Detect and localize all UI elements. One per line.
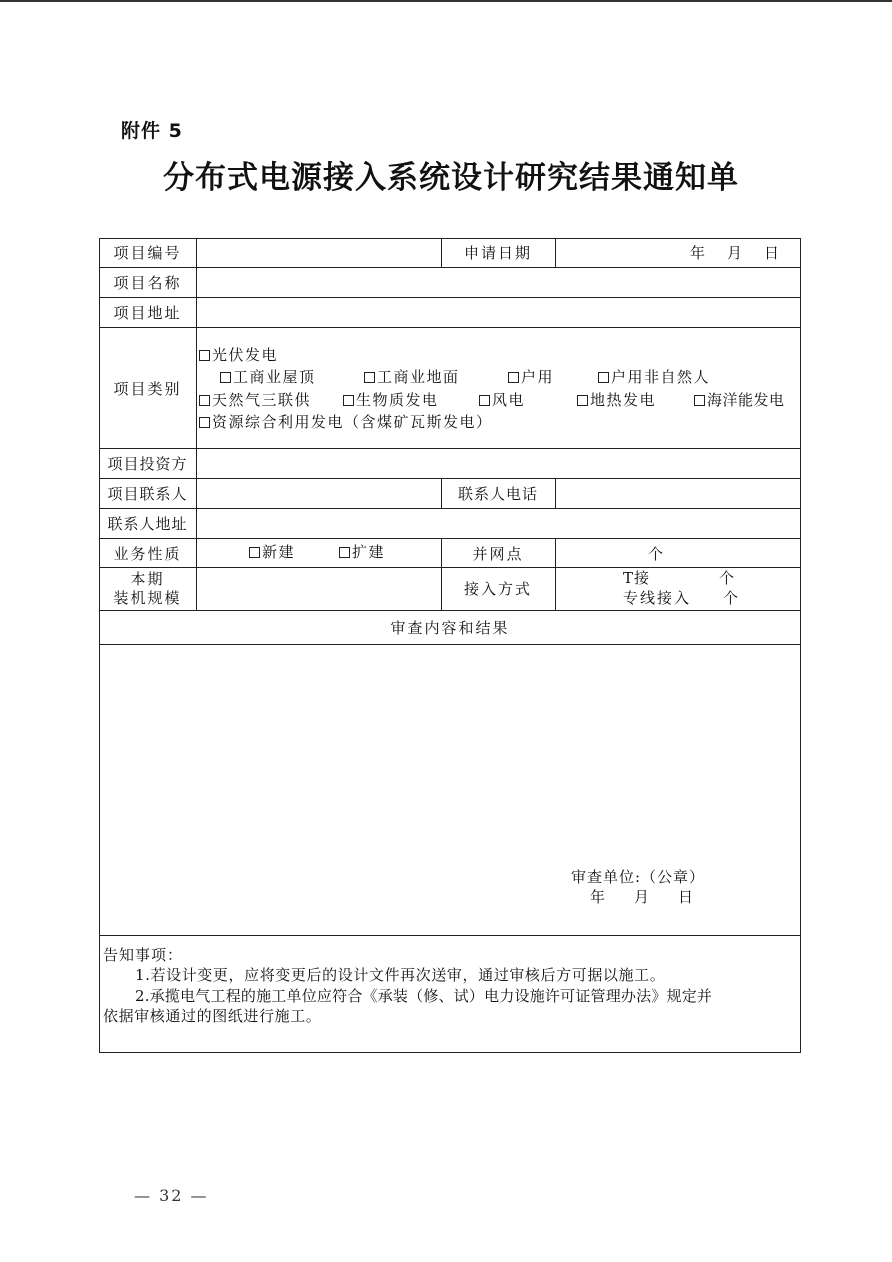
- capacity-field[interactable]: [197, 568, 441, 609]
- option-expansion[interactable]: 扩建: [339, 543, 385, 561]
- checkbox-icon: [479, 395, 490, 406]
- review-date-month: 月: [634, 888, 652, 906]
- checkbox-icon: [339, 547, 350, 558]
- checkbox-icon: [364, 372, 375, 383]
- checkbox-icon: [220, 372, 231, 383]
- checkbox-icon: [577, 395, 588, 406]
- option-commercial-ground[interactable]: 工商业地面: [364, 368, 460, 386]
- review-unit-seal: 审查单位:（公章）: [571, 868, 706, 886]
- project-name-label: 项目名称: [113, 274, 182, 292]
- page-title: 分布式电源接入系统设计研究结果通知单: [163, 160, 739, 196]
- option-resource-comprehensive[interactable]: 资源综合利用发电（含煤矿瓦斯发电）: [199, 413, 493, 431]
- apply-date-month: 月: [727, 244, 745, 262]
- contact-phone-label: 联系人电话: [457, 485, 538, 503]
- project-address-field[interactable]: [197, 298, 801, 326]
- row-divider: [99, 935, 801, 936]
- option-pv[interactable]: 光伏发电: [199, 346, 278, 364]
- review-date-day: 日: [678, 888, 696, 906]
- checkbox-icon: [694, 395, 705, 406]
- business-nature-label: 业务性质: [113, 545, 182, 563]
- row-divider: [99, 327, 801, 328]
- t-connect-label: T接: [623, 569, 651, 587]
- option-geothermal[interactable]: 地热发电: [577, 391, 656, 409]
- option-household-non-natural[interactable]: 户用非自然人: [598, 368, 710, 386]
- option-wind[interactable]: 风电: [479, 391, 525, 409]
- contact-address-label: 联系人地址: [107, 515, 188, 533]
- notice-item-2-continued: 依据审核通过的图纸进行施工。: [103, 1007, 322, 1025]
- access-mode-label: 接入方式: [463, 580, 532, 598]
- project-type-label: 项目类别: [113, 380, 182, 398]
- apply-date-year: 年: [690, 244, 708, 262]
- column-divider: [555, 538, 556, 610]
- apply-date-day: 日: [764, 244, 782, 262]
- attachment-label: 附件 5: [121, 120, 183, 142]
- checkbox-icon: [249, 547, 260, 558]
- investor-label: 项目投资方: [107, 455, 188, 473]
- dedicated-line-label: 专线接入: [623, 589, 692, 607]
- grid-points-unit: 个: [648, 545, 666, 563]
- review-date-year: 年: [590, 888, 608, 906]
- checkbox-icon: [199, 350, 210, 361]
- review-header: 审查内容和结果: [390, 619, 510, 637]
- row-divider: [99, 610, 801, 611]
- checkbox-icon: [199, 417, 210, 428]
- page-number: — 32 —: [134, 1186, 209, 1205]
- option-biomass[interactable]: 生物质发电: [343, 391, 439, 409]
- notice-title: 告知事项：: [103, 946, 184, 964]
- contact-field[interactable]: [197, 479, 441, 507]
- grid-points-label: 并网点: [472, 545, 524, 563]
- dedicated-line-unit: 个: [723, 589, 741, 607]
- contact-address-field[interactable]: [197, 509, 801, 537]
- column-divider: [555, 238, 556, 268]
- contact-phone-field[interactable]: [556, 479, 801, 507]
- t-connect-unit: 个: [719, 569, 737, 587]
- investor-field[interactable]: [197, 449, 801, 477]
- top-border-line: [0, 0, 892, 2]
- contact-label: 项目联系人: [107, 485, 188, 503]
- option-ocean[interactable]: 海洋能发电: [694, 391, 785, 409]
- project-no-label: 项目编号: [113, 244, 182, 262]
- checkbox-icon: [199, 395, 210, 406]
- option-commercial-roof[interactable]: 工商业屋顶: [220, 368, 316, 386]
- checkbox-icon: [343, 395, 354, 406]
- capacity-label-line1: 本期: [130, 570, 165, 588]
- option-new-build[interactable]: 新建: [249, 543, 295, 561]
- option-household[interactable]: 户用: [508, 368, 554, 386]
- option-gas-cchp[interactable]: 天然气三联供: [199, 391, 311, 409]
- notice-item-2: 2.承揽电气工程的施工单位应符合《承装（修、试）电力设施许可证管理办法》规定并: [135, 987, 713, 1005]
- apply-date-label: 申请日期: [463, 244, 532, 262]
- capacity-label-line2: 装机规模: [113, 589, 182, 607]
- row-divider: [99, 538, 801, 539]
- project-name-field[interactable]: [197, 268, 801, 296]
- checkbox-icon: [598, 372, 609, 383]
- project-address-label: 项目地址: [113, 304, 182, 322]
- checkbox-icon: [508, 372, 519, 383]
- project-no-field[interactable]: [197, 239, 441, 267]
- notice-item-1: 1.若设计变更，应将变更后的设计文件再次送审，通过审核后方可据以施工。: [135, 966, 666, 984]
